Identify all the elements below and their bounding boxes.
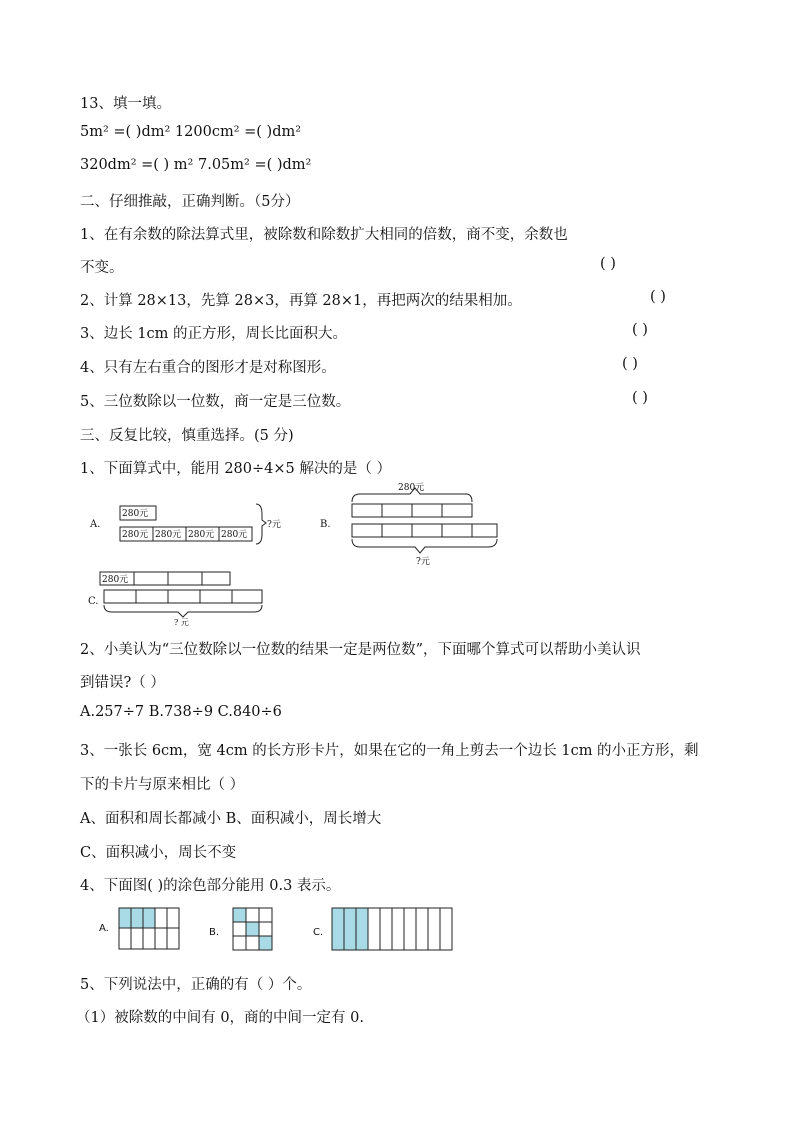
q4-option-a-grid	[119, 908, 179, 949]
question-13-title: 13、填一填。	[80, 96, 171, 112]
svg-text:280元: 280元	[102, 575, 129, 585]
option-a-label: A.	[90, 519, 101, 530]
option-c-bottom-bars	[104, 590, 262, 603]
judge-q4: 4、只有左右重合的图形才是对称图形。	[80, 360, 336, 376]
judge-q2: 2、计算 28×13，先算 28×3，再算 28×1，再把两次的结果相加。	[80, 293, 522, 309]
choice-q2-options: A.257÷7 B.738÷9 C.840÷6	[80, 704, 282, 720]
judge-q3: 3、边长 1cm 的正方形，周长比面积大。	[80, 326, 348, 342]
choice-q1: 1、下面算式中，能用 280÷4×5 解决的是（ ）	[80, 461, 391, 477]
option-b-top-bars	[352, 504, 472, 517]
option-b-bottom-brace	[352, 539, 497, 553]
judge-q1-line1: 1、在有余数的除法算式里，被除数和除数扩大相同的倍数，商不变，余数也	[80, 227, 568, 243]
option-a-unknown: ?元	[267, 520, 281, 530]
option-c-label: C.	[88, 596, 99, 607]
option-b-money: 280元	[398, 483, 425, 493]
q4-option-c-grid	[332, 908, 452, 950]
choice-q3-line1: 3、一张长 6cm，宽 4cm 的长方形卡片，如果在它的一角上剪去一个边长 1cm 的小正方形，剩	[80, 743, 699, 759]
fill-row-2: 320dm² =( ) m² 7.05m² =( )dm²	[80, 157, 312, 173]
judge-q1-line2: 不变。	[80, 260, 124, 276]
choice-q4-figures	[95, 903, 465, 955]
judge-q1-answer[interactable]: ( )	[600, 256, 616, 272]
judge-q2-answer[interactable]: ( )	[650, 289, 666, 305]
q4-option-b-label: B.	[209, 927, 220, 938]
fill-row-1: 5m² =( )dm² 1200cm² =( )dm²	[80, 124, 302, 140]
option-a-bottom-bars	[120, 527, 252, 541]
svg-text:280元: 280元	[122, 530, 149, 540]
option-c-top-bars	[100, 572, 230, 585]
q4-option-b-grid	[233, 908, 272, 950]
option-a-brace	[256, 504, 266, 544]
svg-text:280元: 280元	[221, 530, 248, 540]
judge-q3-answer[interactable]: ( )	[632, 322, 648, 338]
section-3-heading: 三、反复比较，慎重选择。(5 分)	[80, 428, 294, 444]
svg-text:280元: 280元	[155, 530, 182, 540]
choice-q1-figures	[80, 482, 520, 627]
choice-q4: 4、下面图( )的涂色部分能用 0.3 表示。	[80, 878, 341, 894]
option-b-unknown: ?元	[416, 557, 430, 567]
section-2-heading: 二、仔细推敲，正确判断。（5分）	[80, 194, 300, 210]
svg-text:280元: 280元	[188, 530, 215, 540]
option-b-label: B.	[320, 519, 331, 530]
option-c-brace	[104, 605, 262, 617]
choice-q5: 5、下列说法中，正确的有（ ）个。	[80, 977, 312, 993]
option-c-unknown: ? 元	[174, 618, 189, 627]
choice-q3-options-ab: A、面积和周长都减小 B、面积减小，周长增大	[80, 811, 382, 827]
choice-q2-line2: 到错误?（ ）	[80, 675, 165, 691]
q4-option-c-label: C.	[313, 927, 324, 938]
choice-q5-statement-1: （1）被除数的中间有 0，商的中间一定有 0.	[76, 1010, 365, 1026]
judge-q5: 5、三位数除以一位数，商一定是三位数。	[80, 394, 351, 410]
choice-q2-line1: 2、小美认为“三位数除以一位数的结果一定是两位数”，下面哪个算式可以帮助小美认识	[80, 642, 641, 658]
option-a-top-money: 280元	[122, 509, 149, 519]
choice-q3-option-c: C、面积减小，周长不变	[80, 845, 237, 861]
judge-q4-answer[interactable]: ( )	[622, 356, 638, 372]
q4-option-a-label: A.	[99, 923, 109, 934]
choice-q3-line2: 下的卡片与原来相比（ ）	[80, 777, 245, 793]
judge-q5-answer[interactable]: ( )	[632, 390, 648, 406]
option-b-bottom-bars	[352, 524, 497, 537]
